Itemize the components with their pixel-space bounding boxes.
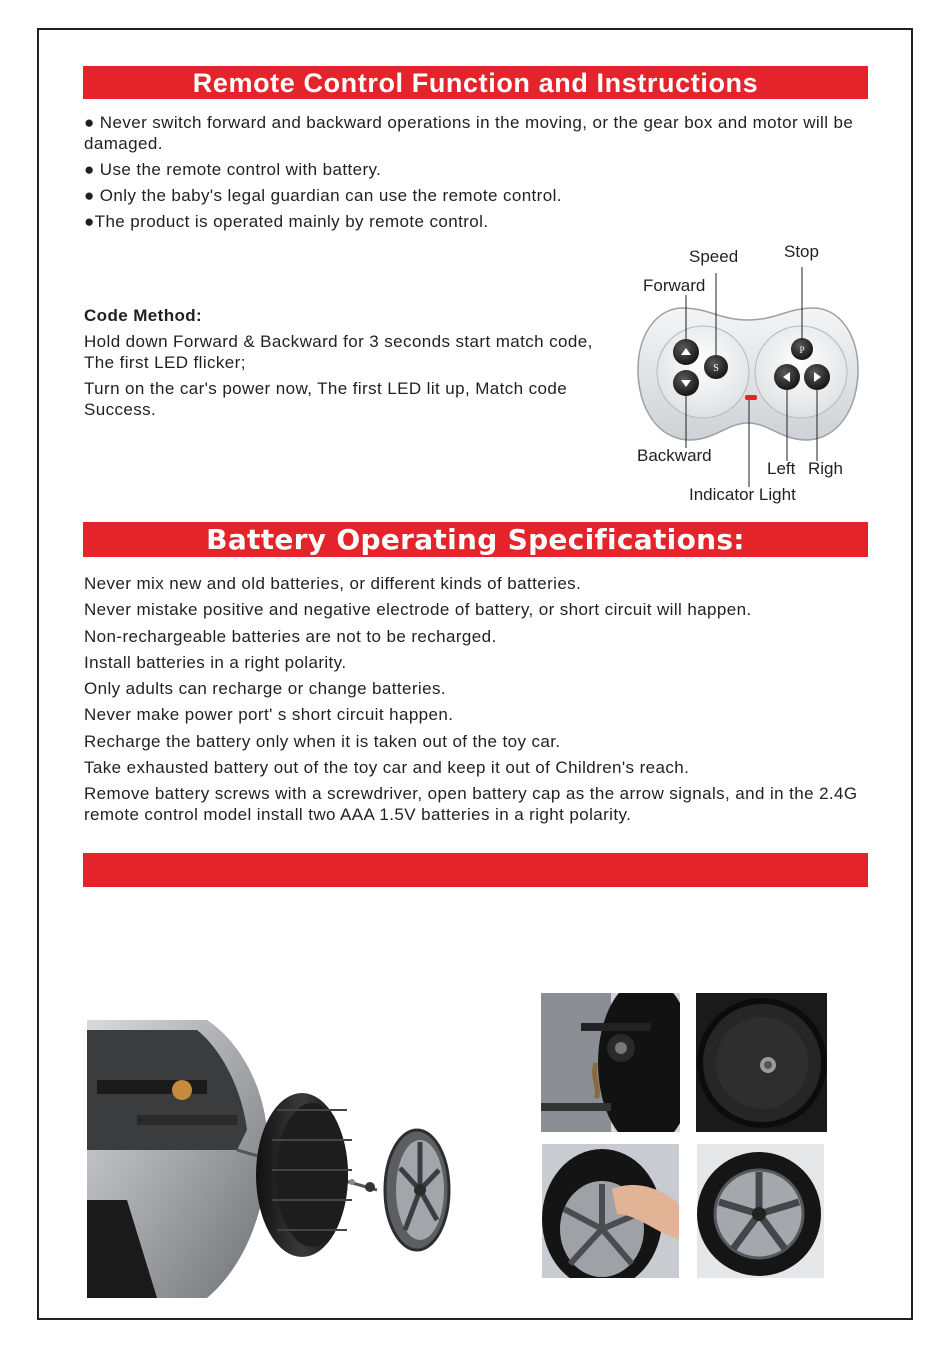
wheel-section-banner: [83, 853, 868, 887]
list-item: Never mistake positive and negative electrode of battery, or short circuit will happen.: [84, 600, 752, 620]
stop-label: Stop: [784, 242, 819, 261]
left-pad: [657, 326, 749, 418]
list-item: ● Only the baby's legal guardian can use the remote control.: [84, 186, 562, 205]
remote-control-diagram: [628, 240, 868, 510]
assembled-wheel-illustration: [697, 1144, 824, 1278]
list-item: Take exhausted battery out of the toy car and keep it out of Children's reach.: [84, 758, 690, 778]
list-item: Remove battery screws with a screwdriver, open battery cap as the arrow signals, and in the 2.4G remote control model install two AAA 1.5V batteries in a right polarity.: [84, 784, 858, 825]
list-item: ● Use the remote control with battery.: [84, 160, 382, 179]
list-item: Recharge the battery only when it is taken out of the toy car.: [84, 731, 561, 751]
list-item: ● Never switch forward and backward operations in the moving, or the gear box and motor will be damaged.: [84, 113, 854, 153]
wheel-step-photo: [697, 1144, 824, 1278]
speed-button-glyph: S: [713, 363, 719, 374]
axle-nut-illustration: [541, 993, 680, 1132]
hubcap-install-illustration: [542, 1144, 679, 1278]
backward-label: Backward: [637, 446, 712, 465]
wheel-back-illustration: [696, 993, 827, 1132]
list-item: Never mix new and old batteries, or different kinds of batteries.: [84, 574, 582, 593]
forward-label: Forward: [643, 276, 706, 295]
exploded-wheel-illustration: [87, 1020, 462, 1298]
list-item: Install batteries in a right polarity.: [84, 652, 347, 672]
right-label: Righ: [808, 459, 843, 478]
wheel-step-photo: [541, 993, 680, 1132]
wheel-step-photo: [542, 1144, 679, 1278]
list-item: ●The product is operated mainly by remote control.: [84, 212, 489, 231]
list-item: Only adults can recharge or change batteries.: [84, 679, 446, 699]
remote-instructions-list: [84, 112, 874, 237]
battery-section-title: Battery Operating Specifications:: [83, 522, 868, 557]
battery-specs-list: [84, 573, 874, 831]
code-method-steps: [84, 331, 604, 425]
code-step: Hold down Forward & Backward for 3 seconds start match code, The first LED flicker;: [84, 332, 593, 372]
wheel-step-photo: [696, 993, 827, 1132]
speed-label: Speed: [689, 247, 739, 266]
wheel-assembly-diagram: [87, 1020, 462, 1298]
list-item: Non-rechargeable batteries are not to be recharged.: [84, 626, 497, 646]
indicator-light-label: Indicator Light: [689, 485, 796, 504]
left-label: Left: [767, 459, 796, 478]
remote-section-title: Remote Control Function and Instructions: [83, 66, 868, 99]
indicator-led: [745, 395, 757, 400]
code-method-title: Code Method:: [84, 306, 203, 325]
list-item: Never make power port' s short circuit happen.: [84, 705, 454, 725]
code-step: Turn on the car's power now, The first LED lit up, Match code Success.: [84, 379, 568, 419]
stop-button-glyph: P: [799, 345, 805, 355]
